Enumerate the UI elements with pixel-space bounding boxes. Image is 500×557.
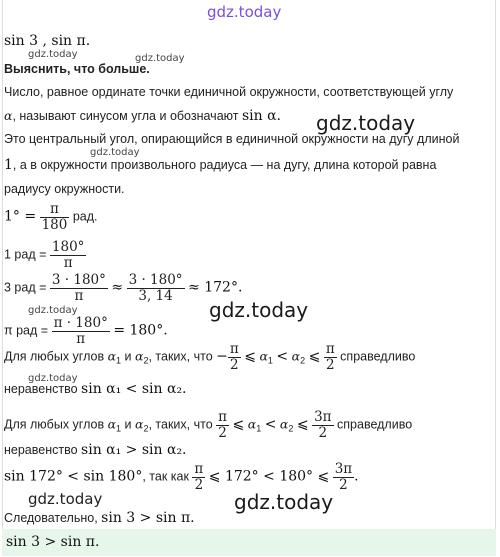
- degree-left: 1° =: [4, 208, 37, 225]
- sine-definition-line-1: Число, равное ординате точки единичной окружности, соответствующей углу: [4, 85, 454, 99]
- rule-decreasing-inequality: неравенство sin α₁ > sin α₂.: [4, 442, 187, 458]
- radian-definition-text: , а в окружности произвольного радиуса — на дугу, длина которой равна: [12, 158, 437, 172]
- radian-definition-line-1: Это центральный угол, опирающийся в единичной окружности на дугу длиной: [4, 132, 460, 146]
- watermark-small-2: gdz.today: [135, 53, 185, 64]
- sine-definition-text: , называют синусом угла и обозначают: [12, 109, 239, 123]
- three-fraction-2: $\frac{3 \cdot 180^\circ}{3, 14}$: [128, 272, 183, 304]
- rule-increasing-inequality: неравенство sin α₁ < sin α₂.: [4, 381, 187, 397]
- sine-definition-line-2: [4, 108, 281, 124]
- one-value: 1: [4, 157, 13, 173]
- three-fraction-1: $\frac{3 \cdot 180^\circ}{\pi}$: [51, 272, 106, 304]
- radian-to-degree: [4, 240, 86, 271]
- degree-fraction: $\frac{\pi}{180}$: [41, 201, 68, 233]
- radian-left: 1 рад =: [4, 247, 47, 262]
- watermark-small-1: gdz.today: [28, 49, 78, 60]
- comparison-fraction-2: $\frac{3\pi}{2}$: [334, 461, 353, 493]
- three-result: ≈ 172°.: [188, 279, 243, 296]
- radian-definition-line-3: радиусу окружности.: [4, 182, 125, 196]
- comparison-line: sin 172° < sin 180°, так как $\frac{\pi}{2}$ ⩽ 172° < 180° ⩽ $\frac{3\pi}{2}$ .: [4, 461, 359, 493]
- radian-fraction: $\frac{180^\circ}{\pi}$: [51, 239, 85, 271]
- watermark-small-5: gdz.today: [28, 373, 78, 384]
- watermark-large-3: gdz.today: [234, 490, 334, 514]
- watermark-large-2: gdz.today: [209, 298, 309, 322]
- watermark-small-3: gdz.today: [90, 147, 140, 158]
- radian-definition-line-2: [4, 157, 436, 173]
- rule-decreasing: Для любых углов $\alpha_1$ и $\alpha_2$, таких, что $\frac{\pi}{2}$ ⩽ $\alpha_1 < \alpha_2$ ⩽ $\frac{3\pi}{2}$ справедливо: [4, 409, 413, 441]
- rule2-fraction-2: $\frac{3\pi}{2}$: [314, 409, 332, 441]
- task-expression: sin 3 , sin π.: [4, 33, 91, 49]
- rule1-fraction-1: $\frac{\pi}{2}$: [229, 341, 239, 373]
- pi-result: = 180°.: [113, 322, 168, 339]
- answer-text: sin 3 > sin π.: [6, 534, 100, 550]
- watermark-top: gdz.today: [207, 3, 282, 21]
- watermark-large-1: gdz.today: [316, 111, 416, 135]
- pi-left: π рад =: [4, 323, 49, 338]
- rule2-fraction-1: $\frac{\pi}{2}$: [218, 409, 228, 441]
- answer-box: [2, 529, 496, 556]
- degree-to-radian: [4, 202, 98, 233]
- three-radians: [4, 273, 242, 304]
- alpha-symbol: α: [4, 108, 13, 123]
- three-left: 3 рад =: [4, 280, 47, 295]
- rule-increasing: Для любых углов $\alpha_1$ и $\alpha_2$, таких, что − $\frac{\pi}{2}$ ⩽ $\alpha_1 < \alpha_2$ ⩽ $\frac{\pi}{2}$ справедливо: [4, 341, 416, 373]
- rule1-fraction-2: $\frac{\pi}{2}$: [325, 341, 335, 373]
- watermark-medium: gdz.today: [28, 490, 103, 508]
- watermark-small-4: gdz.today: [28, 305, 78, 316]
- pi-fraction: $\frac{\pi \cdot 180^\circ}{\pi}$: [53, 315, 108, 347]
- degree-unit: рад.: [72, 209, 98, 224]
- three-approx: ≈: [111, 279, 124, 296]
- sine-notation: sin α.: [241, 108, 281, 124]
- conclusion-line: Следовательно, sin 3 > sin π.: [4, 510, 195, 526]
- task-question: Выяснить, что больше.: [4, 62, 150, 76]
- comparison-fraction-1: $\frac{\pi}{2}$: [194, 461, 204, 493]
